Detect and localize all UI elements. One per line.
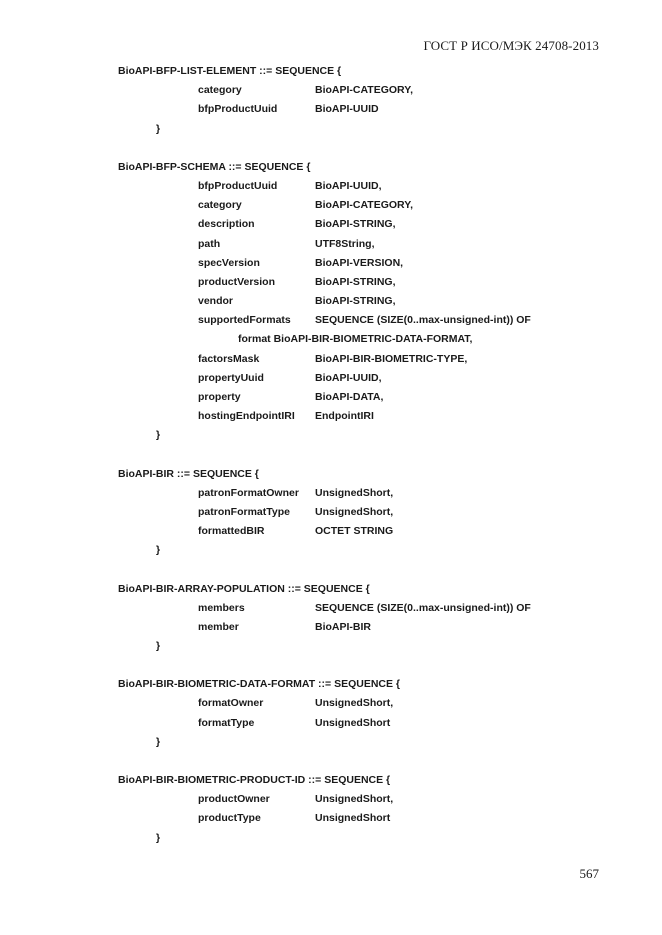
field-name: patronFormatType [198, 505, 290, 518]
field-name: formattedBIR [198, 525, 265, 538]
field-name: productType [198, 812, 261, 825]
sequence-declaration: BioAPI-BIR ::= SEQUENCE { [118, 467, 259, 480]
closing-brace: } [156, 640, 161, 653]
field-type: UnsignedShort [315, 812, 391, 825]
closing-brace: } [156, 831, 161, 844]
field-name: formatType [198, 716, 255, 729]
field-row [118, 100, 400, 119]
field-name: propertyUuid [198, 371, 264, 384]
field-row [118, 292, 400, 311]
field-name: hostingEndpointIRI [198, 410, 295, 423]
field-type: SEQUENCE (SIZE(0..max-unsigned-int)) OF [315, 314, 531, 327]
field-row [118, 599, 531, 618]
field-type: EndpointIRI [315, 410, 374, 423]
closing-brace-row [118, 829, 400, 848]
field-row [118, 311, 531, 330]
field-name: formatOwner [198, 697, 264, 710]
field-row [118, 809, 400, 828]
field-name: specVersion [198, 256, 260, 269]
field-name: supportedFormats [198, 314, 291, 327]
field-type: BioAPI-UUID [315, 103, 379, 116]
field-type: BioAPI-STRING, [315, 275, 396, 288]
field-name: productVersion [198, 275, 276, 288]
field-name: bfpProductUuid [198, 179, 278, 192]
field-row [118, 503, 400, 522]
field-row [118, 273, 400, 292]
field-row [118, 369, 400, 388]
field-type: BioAPI-STRING, [315, 218, 396, 231]
field-type: UnsignedShort, [315, 505, 394, 518]
sequence-declaration: BioAPI-BFP-LIST-ELEMENT ::= SEQUENCE { [118, 65, 342, 77]
field-type: BioAPI-BIR [315, 620, 371, 633]
field-row [118, 215, 400, 234]
sequence-declaration: BioAPI-BFP-SCHEMA ::= SEQUENCE { [118, 160, 311, 173]
field-row [118, 694, 400, 713]
field-type: BioAPI-DATA, [315, 391, 384, 403]
field-type: BioAPI-VERSION, [315, 256, 404, 269]
sequence-declaration: BioAPI-BIR-BIOMETRIC-DATA-FORMAT ::= SEQUENCE { [118, 678, 401, 691]
field-name: description [198, 218, 255, 231]
field-type: OCTET STRING [315, 525, 394, 538]
field-name: factorsMask [198, 352, 260, 365]
field-row [118, 81, 414, 100]
sequence-definition [118, 465, 400, 561]
field-type: BioAPI-CATEGORY, [315, 199, 414, 212]
field-type: UTF8String, [315, 237, 375, 250]
asn1-code-listing [118, 62, 531, 867]
field-name: vendor [198, 295, 234, 308]
field-row [118, 714, 400, 733]
closing-brace: } [156, 544, 161, 557]
field-row [118, 350, 468, 369]
closing-brace-row [118, 426, 400, 445]
field-row [118, 407, 400, 426]
field-row [118, 254, 404, 273]
field-continuation [118, 330, 473, 349]
field-row [118, 388, 400, 407]
closing-brace: } [156, 735, 161, 748]
sequence-declaration: BioAPI-BIR-ARRAY-POPULATION ::= SEQUENCE { [118, 582, 370, 595]
field-row [118, 618, 400, 637]
field-row [118, 790, 400, 809]
closing-brace-row [118, 120, 400, 139]
field-type: BioAPI-UUID, [315, 371, 382, 384]
field-row [118, 196, 414, 215]
sequence-definition [118, 158, 531, 446]
field-type: UnsignedShort, [315, 793, 394, 806]
field-row [118, 484, 400, 503]
field-name: member [198, 620, 239, 633]
field-type: UnsignedShort, [315, 486, 394, 499]
field-name: members [198, 601, 245, 614]
closing-brace-row [118, 733, 400, 752]
field-type: BioAPI-CATEGORY, [315, 84, 414, 97]
field-name: productOwner [198, 793, 270, 806]
sequence-definition [118, 62, 414, 139]
field-name: path [198, 237, 221, 250]
field-row [118, 522, 400, 541]
field-row [118, 235, 400, 254]
sequence-declaration: BioAPI-BIR-BIOMETRIC-PRODUCT-ID ::= SEQUENCE { [118, 774, 391, 786]
sequence-definition [118, 771, 400, 848]
closing-brace-row [118, 541, 400, 560]
field-type: BioAPI-BIR-BIOMETRIC-TYPE, [315, 352, 468, 365]
closing-brace: } [156, 429, 161, 442]
closing-brace-row [118, 637, 400, 656]
field-name: property [198, 391, 241, 403]
field-name: category [198, 84, 242, 97]
sequence-definition [118, 675, 400, 752]
field-type: BioAPI-STRING, [315, 295, 396, 308]
field-type-continuation: format BioAPI-BIR-BIOMETRIC-DATA-FORMAT, [238, 333, 473, 346]
field-type: BioAPI-UUID, [315, 179, 382, 192]
field-type: UnsignedShort [315, 716, 391, 729]
field-name: category [198, 199, 242, 212]
field-type: UnsignedShort, [315, 697, 394, 710]
sequence-definition [118, 580, 531, 657]
page-header-standard: ГОСТ Р ИСО/МЭК 24708-2013 [423, 38, 599, 53]
page-number: 567 [579, 866, 599, 881]
field-type: SEQUENCE (SIZE(0..max-unsigned-int)) OF [315, 601, 531, 614]
field-row [118, 177, 400, 196]
field-name: bfpProductUuid [198, 103, 278, 116]
field-name: patronFormatOwner [198, 486, 299, 499]
closing-brace: } [156, 122, 161, 135]
